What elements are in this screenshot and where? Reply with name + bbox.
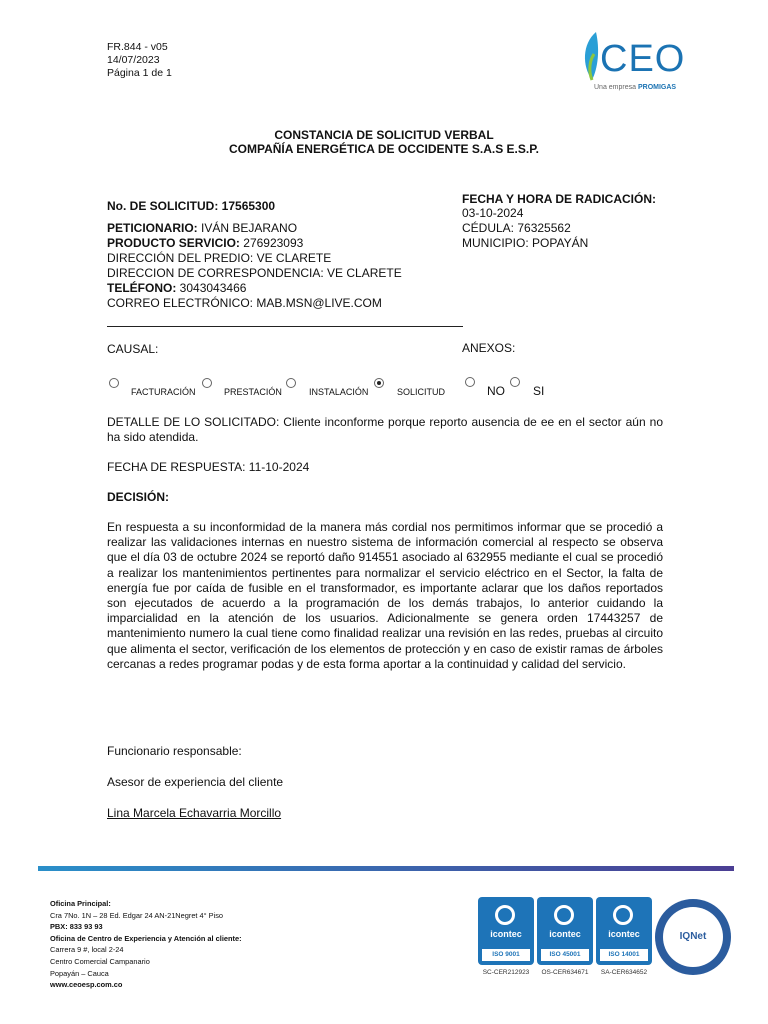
page-number: Página 1 de 1	[107, 67, 172, 79]
annexes-label: ANEXOS:	[462, 341, 516, 355]
logo-text: CEO	[600, 38, 686, 80]
response-date: FECHA DE RESPUESTA: 11-10-2024	[107, 460, 310, 474]
iqnet-text: IQNet	[679, 931, 707, 942]
option-solicitud: SOLICITUD	[397, 387, 446, 397]
icontec-icon	[554, 905, 574, 925]
footer-address: Oficina Principal: Cra 7No. 1N – 28 Ed. Edgar 24 AN-21Negret 4° Piso PBX: 833 93 93 Oficina de Centro de Experiencia y Atención al cliente: Carrera 9 #, local 2-24 Centro Comercial Campanario Popayán – Cauca www.ceoesp.com.co	[50, 899, 242, 990]
id-number: CÉDULA: 76325562	[462, 221, 571, 235]
filing-date: 03-10-2024	[462, 206, 524, 220]
footer-bar	[38, 866, 734, 871]
form-code: FR.844 - v05	[107, 41, 168, 53]
option-si: SI	[533, 384, 545, 398]
iqnet-seal	[655, 899, 731, 975]
causal-label: CAUSAL:	[107, 342, 159, 356]
icontec-icon	[613, 905, 633, 925]
email: CORREO ELECTRÓNICO: MAB.MSN@LIVE.COM	[107, 296, 382, 310]
radio-solicitud[interactable]	[374, 378, 384, 388]
document-title: CONSTANCIA DE SOLICITUD VERBAL	[274, 128, 494, 142]
option-no: NO	[487, 384, 505, 398]
radio-instalacion[interactable]	[286, 378, 296, 388]
responsible-role: Asesor de experiencia del cliente	[107, 775, 284, 789]
document-header	[107, 41, 172, 80]
divider	[107, 326, 463, 327]
product-service: PRODUCTO SERVICIO: 276923093	[107, 236, 304, 250]
radio-prestacion[interactable]	[202, 378, 212, 388]
radio-no[interactable]	[465, 377, 475, 387]
responsible-label: Funcionario responsable:	[107, 744, 242, 758]
option-prestacion: PRESTACIÓN	[224, 387, 282, 397]
request-number: No. DE SOLICITUD: 17565300	[107, 199, 276, 213]
ceo-logo	[580, 30, 686, 94]
icontec-iso45001-badge: icontec ISO 45001 OS-CER634671	[537, 897, 593, 965]
logo-tagline: Una empresa PROMIGAS	[594, 84, 677, 91]
correspondence-address: DIRECCION DE CORRESPONDENCIA: VE CLARETE	[107, 266, 402, 280]
option-facturacion: FACTURACIÓN	[131, 387, 196, 397]
filing-label: FECHA Y HORA DE RADICACIÓN:	[462, 192, 657, 206]
phone: TELÉFONO: 3043043466	[107, 281, 247, 295]
radio-facturacion[interactable]	[109, 378, 119, 388]
decision-text: En respuesta a su inconformidad de la manera más cordial nos permitimos informar que se procedió a realizar las validaciones internas en nuestro sistema de información comercial al respecto se observa que el día 03 de octubre 2024 se reportó daño 914551 asociado al 632955 mediante el cual se procedió a realizar los mantenimientos pertinentes para normalizar el servicio eléctrico en el Sector, la falta de energía fue por caída de fusible en el transformador, es importante aclarar que los daños reportados son ejecutados de acuerdo a la programación de los demás trabajos, lo anterior cuidando la imparcialidad en la atención de los usuarios. Adicionalmente se genera orden 17443257 de mantenimiento numero la cual tiene como finalidad realizar una revisión en las redes, pruebas al circuito que alimenta el sector, verificación de los elementos de protección y en caso de existir ramas de árboles cercanas a redes programar podas y de esta forma aportar a la continuidad y calidad del servicio.	[107, 520, 663, 671]
property-address: DIRECCIÓN DEL PREDIO: VE CLARETE	[107, 251, 332, 265]
icontec-iso14001-badge: icontec ISO 14001 SA-CER634652	[596, 897, 652, 965]
request-detail: DETALLE DE LO SOLICITADO: Cliente inconforme porque reporto ausencia de ee en el sector aún no ha sido atendida.	[107, 415, 663, 444]
responsible-name: Lina Marcela Echavarria Morcillo	[107, 806, 282, 820]
icontec-iso9001-badge: icontec ISO 9001 SC-CER212923	[478, 897, 534, 965]
company-name: COMPAÑÍA ENERGÉTICA DE OCCIDENTE S.A.S E.S.P.	[228, 142, 540, 156]
decision-label: DECISIÓN:	[107, 490, 170, 504]
option-instalacion: INSTALACIÓN	[309, 387, 369, 397]
municipality: MUNICIPIO: POPAYÁN	[462, 236, 589, 250]
icontec-icon	[495, 905, 515, 925]
radio-si[interactable]	[510, 377, 520, 387]
form-date: 14/07/2023	[107, 54, 160, 66]
petitioner: PETICIONARIO: IVÁN BEJARANO	[107, 221, 298, 235]
